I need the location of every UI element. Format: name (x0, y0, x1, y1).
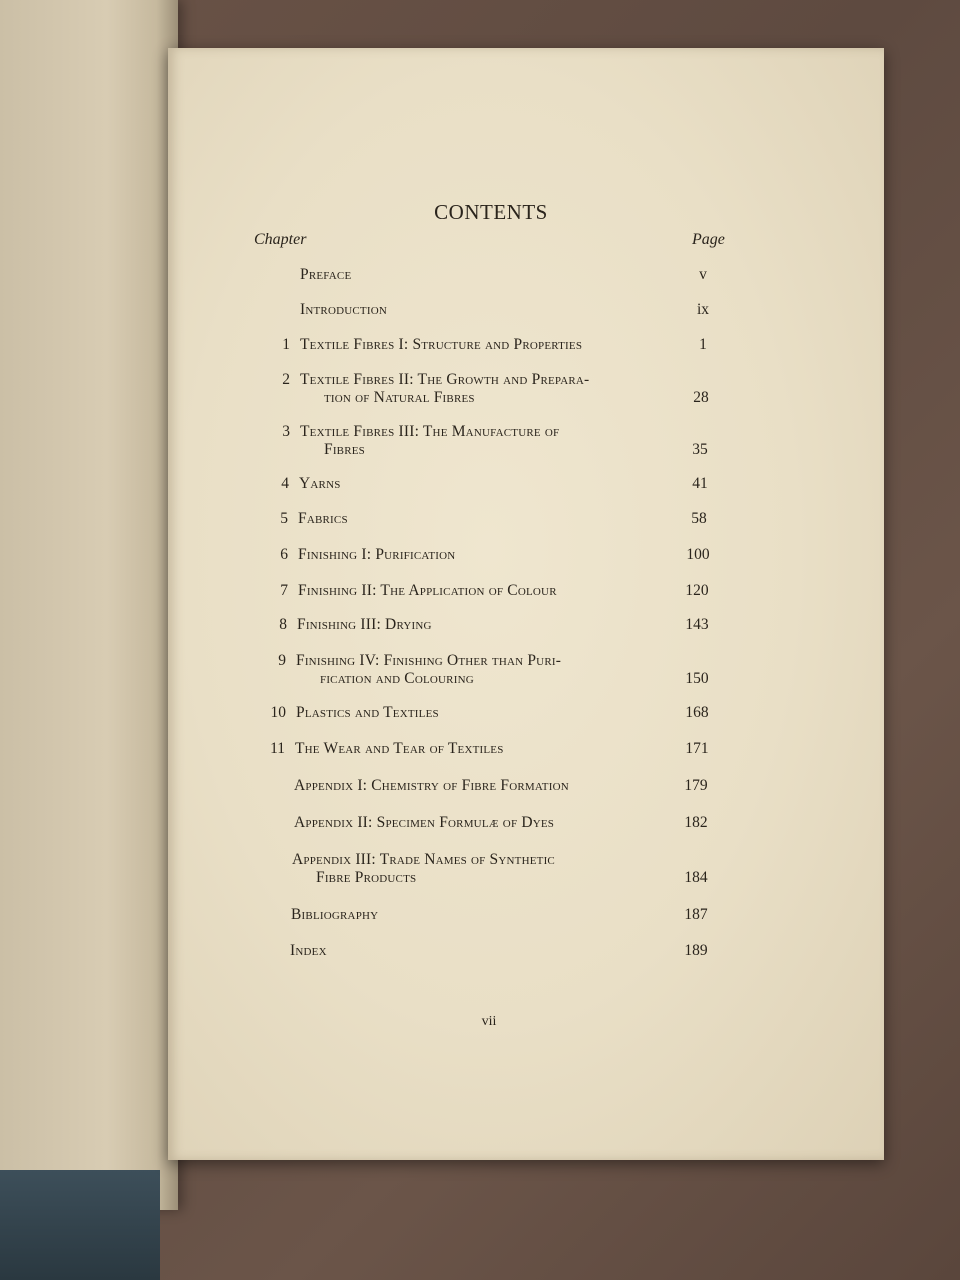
page-reference: 58 (691, 510, 707, 527)
chapter-title (298, 510, 678, 528)
page-reference: 168 (685, 704, 709, 721)
page-reference: 179 (684, 777, 708, 794)
chapter-title-line: Bibliography (291, 906, 379, 923)
chapter-title (295, 740, 675, 758)
chapter-number: 11 (270, 740, 285, 757)
chapter-title-line: Textile Fibres III: The Manufacture of (300, 423, 560, 440)
chapter-title-line: Finishing IV: Finishing Other than Puri- (296, 652, 562, 669)
chapter-title (290, 942, 670, 960)
chapter-title-continuation: fication and Colouring (320, 670, 474, 687)
chapter-title-line: Appendix II: Specimen Formulæ of Dyes (294, 814, 555, 831)
chapter-title (300, 301, 680, 319)
page-column-label: Page (692, 231, 725, 248)
chapter-number: 8 (279, 616, 287, 633)
chapter-title (294, 814, 674, 832)
chapter-title-continuation: Fibre Products (316, 869, 417, 886)
book-cover-edge (0, 1170, 160, 1280)
chapter-title-continuation: tion of Natural Fibres (324, 389, 475, 406)
chapter-title-line: The Wear and Tear of Textiles (295, 740, 504, 757)
chapter-title-line: Appendix I: Chemistry of Fibre Formation (294, 777, 569, 794)
chapter-title (297, 616, 677, 634)
page-reference: 182 (684, 814, 708, 831)
chapter-number: 7 (280, 582, 288, 599)
chapter-title-line: Finishing III: Drying (297, 616, 432, 633)
chapter-title-line: Fabrics (298, 510, 348, 527)
chapter-title-line: Yarns (299, 475, 341, 492)
chapter-title-line: Preface (300, 266, 352, 283)
chapter-title-line: Finishing II: The Application of Colour (298, 582, 557, 599)
chapter-title (300, 266, 680, 284)
chapter-title (298, 582, 678, 600)
chapter-number: 1 (282, 336, 290, 353)
page-reference: ix (696, 301, 710, 318)
chapter-number: 4 (281, 475, 289, 492)
chapter-number: 9 (278, 652, 286, 669)
page-reference: 150 (685, 670, 709, 687)
page-reference: 41 (692, 475, 708, 492)
chapter-title-continuation: Fibres (324, 441, 365, 458)
chapter-number: 2 (282, 371, 290, 388)
chapter-number: 6 (280, 546, 288, 563)
page-reference: 187 (684, 906, 708, 923)
chapter-title (300, 336, 680, 354)
chapter-title (296, 652, 675, 688)
chapter-title (299, 475, 679, 493)
chapter-title (298, 546, 678, 564)
chapter-title-line: Index (290, 942, 327, 959)
page-reference: 143 (685, 616, 709, 633)
left-book-page (0, 0, 178, 1210)
chapter-column-label: Chapter (254, 231, 307, 248)
chapter-title (294, 777, 674, 795)
chapter-title (296, 704, 676, 722)
page-reference: 35 (692, 441, 708, 458)
chapter-number: 5 (280, 510, 288, 527)
chapter-title (292, 851, 662, 887)
chapter-title-line: Appendix III: Trade Names of Synthetic (292, 851, 555, 868)
page-reference: 28 (693, 389, 709, 406)
chapter-number: 10 (270, 704, 286, 721)
chapter-number: 3 (282, 423, 290, 440)
chapter-title (291, 906, 671, 924)
chapter-title-line: Textile Fibres I: Structure and Properties (300, 336, 583, 353)
page-reference: 184 (684, 869, 708, 886)
chapter-title (300, 371, 677, 407)
page-number: vii (481, 1014, 497, 1029)
page-reference: 120 (685, 582, 709, 599)
page-title: CONTENTS (434, 200, 548, 224)
chapter-title-line: Plastics and Textiles (296, 704, 439, 721)
page-reference: v (699, 266, 707, 283)
page-reference: 100 (686, 546, 710, 563)
chapter-title-line: Introduction (300, 301, 388, 318)
chapter-title (300, 423, 676, 459)
page-reference: 171 (685, 740, 709, 757)
page-reference: 189 (684, 942, 708, 959)
chapter-title-line: Textile Fibres II: The Growth and Prepara- (300, 371, 590, 388)
contents-page (168, 48, 884, 1160)
page-reference: 1 (699, 336, 707, 353)
table-of-contents (168, 48, 884, 1160)
chapter-title-line: Finishing I: Purification (298, 546, 456, 563)
